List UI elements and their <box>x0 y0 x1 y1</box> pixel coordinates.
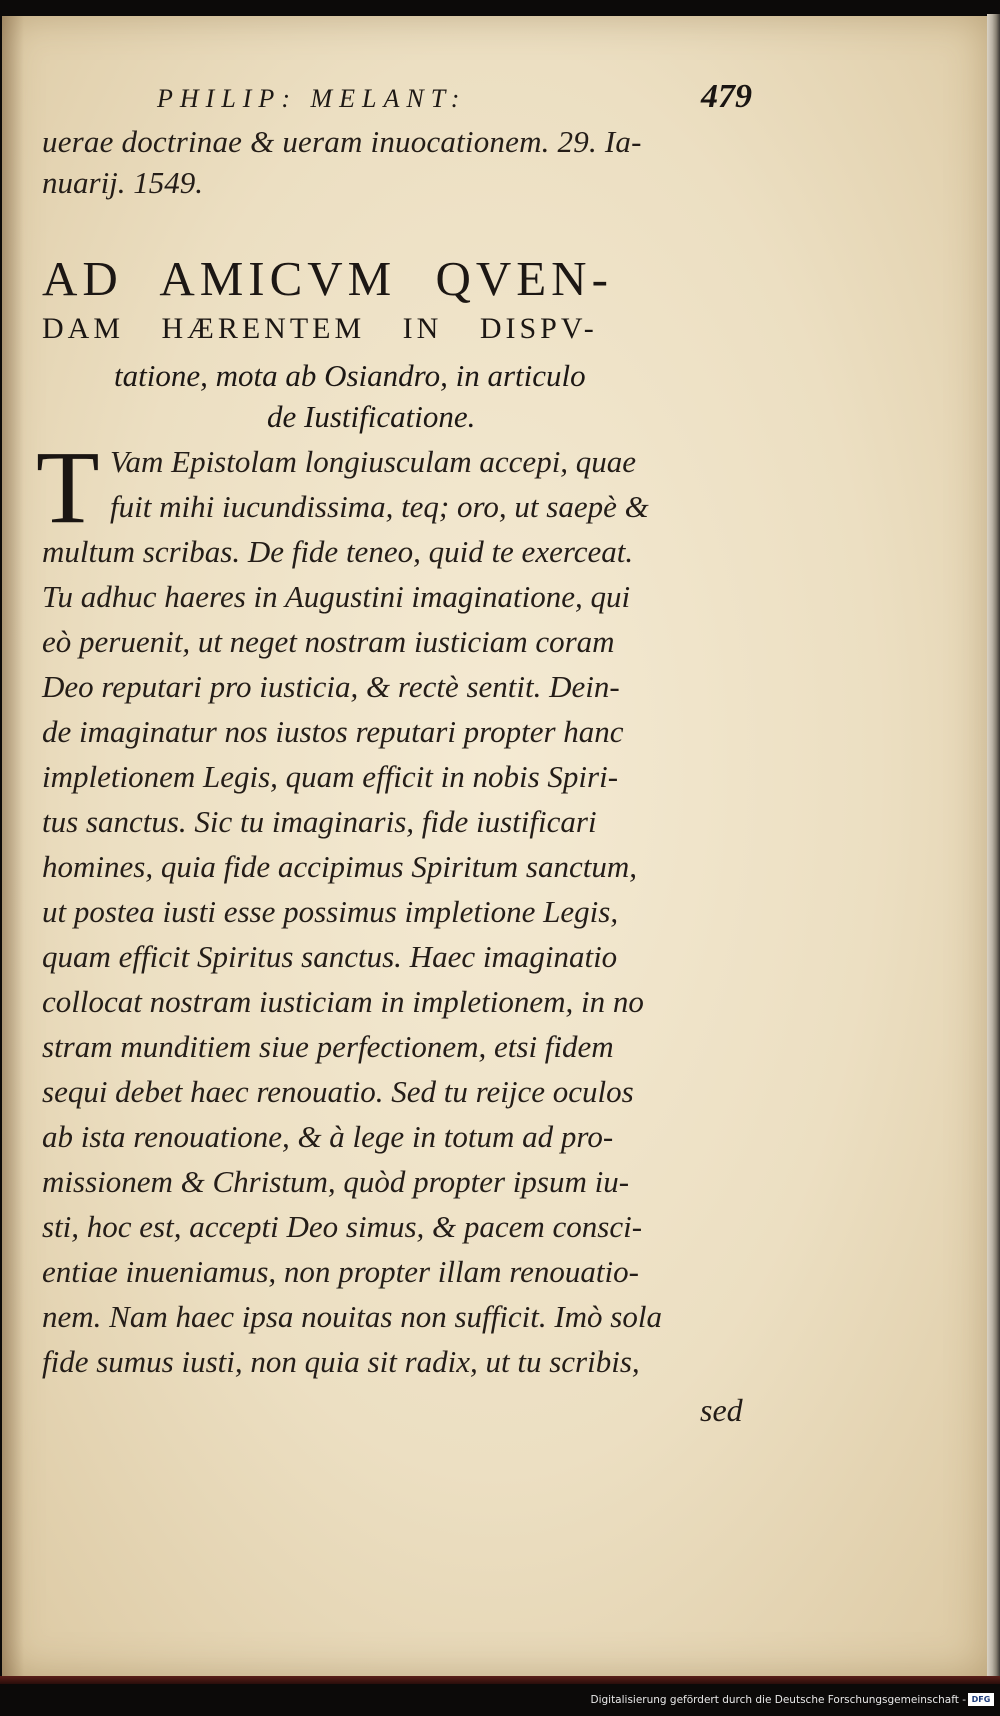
body-line: sequi debet haec renouatio. Sed tu reijce oculos <box>42 1074 634 1109</box>
gutter-shadow <box>2 16 24 1676</box>
body-line: collocat nostram iusticiam in impletionem, in no <box>42 984 644 1019</box>
body-line: stram munditiem siue perfectionem, etsi fidem <box>42 1029 614 1064</box>
body-line: Deo reputari pro iusticia, & rectè sentit. Dein- <box>42 669 620 704</box>
cover-edge <box>0 1676 1000 1684</box>
intro-line: nuarij. 1549. <box>42 165 204 200</box>
body-line: ab ista renouatione, & à lege in totum ad pro- <box>42 1119 614 1154</box>
book-page <box>2 16 987 1676</box>
body-line: multum scribas. De fide teneo, quid te exerceat. <box>42 534 634 569</box>
body-line: Vam Epistolam longiusculam accepi, quae <box>110 444 637 479</box>
running-head: PHILIP: MELANT: <box>157 84 467 113</box>
body-line: Tu adhuc haeres in Augustini imaginatione, qui <box>42 579 631 614</box>
section-title-line: de Iustificatione. <box>267 399 476 434</box>
catchword: sed <box>700 1392 743 1428</box>
body-line: missionem & Christum, quòd propter ipsum iu- <box>42 1164 630 1199</box>
page-number: 479 <box>701 78 752 115</box>
body-line: entiae inueniamus, non propter illam renouatio- <box>42 1254 639 1289</box>
dfg-logo-icon: DFG <box>968 1693 994 1706</box>
body-line: ut postea iusti esse possimus impletione Legis, <box>42 894 619 929</box>
body-line: quam efficit Spiritus sanctus. Haec imaginatio <box>42 939 618 974</box>
body-line: homines, quia fide accipimus Spiritum sanctum, <box>42 849 637 884</box>
funding-credit: Digitalisierung gefördert durch die Deutsche Forschungsgemeinschaft - <box>590 1694 966 1706</box>
section-title-line: AD AMICVM QVEN- <box>42 251 613 306</box>
body-line: fuit mihi iucundissima, teq; oro, ut saepè & <box>110 489 649 524</box>
page-header <box>157 78 752 124</box>
drop-cap: T <box>36 430 100 545</box>
body-line: fide sumus iusti, non quia sit radix, ut tu scribis, <box>42 1344 640 1379</box>
body-line: nem. Nam haec ipsa nouitas non sufficit. Imò sola <box>42 1299 662 1334</box>
body-line: de imaginatur nos iustos reputari propter hanc <box>42 714 624 749</box>
page-edge <box>987 14 1000 1678</box>
body-line: tus sanctus. Sic tu imaginaris, fide iustificari <box>42 804 597 839</box>
section-title-line: DAM HÆRENTEM IN DISPV- <box>42 312 598 345</box>
intro-line: uerae doctrinae & ueram inuocationem. 29. Ia- <box>42 124 642 159</box>
body-line: impletionem Legis, quam efficit in nobis Spiri- <box>42 759 619 794</box>
body-line: sti, hoc est, accepti Deo simus, & pacem consci- <box>42 1209 643 1244</box>
body-line: eò peruenit, ut neget nostram iusticiam coram <box>42 624 615 659</box>
section-title-line: tatione, mota ab Osiandro, in articulo <box>114 358 586 393</box>
